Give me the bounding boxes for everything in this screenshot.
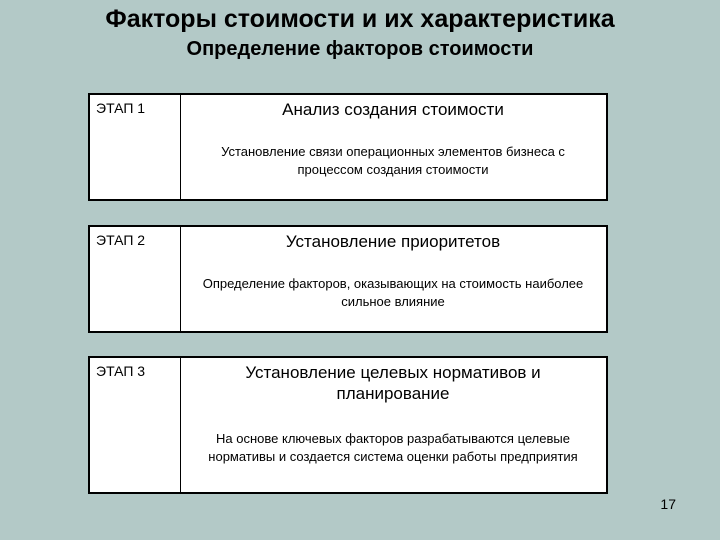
stage-3-box [88, 356, 608, 494]
stage-3-description: На основе ключевых факторов разрабатываются целевые нормативы и создается система оценки работы предприятия [208, 431, 578, 464]
stage-1-label-cell [90, 95, 181, 199]
slide-subtitle: Определение факторов стоимости [186, 38, 534, 60]
stage-1-label: ЭТАП 1 [96, 100, 146, 116]
stage-2-description: Определение факторов, оказывающих на стоимость наиболее сильное влияние [202, 276, 584, 309]
stage-2-content [180, 227, 606, 331]
stage-1-content [180, 95, 606, 199]
stage-1-box [88, 93, 608, 201]
stage-3-heading: Установление целевых нормативов и планирование [245, 363, 541, 403]
page-number: 17 [660, 496, 676, 512]
stage-1-heading: Анализ создания стоимости [282, 100, 504, 119]
stage-3-content [180, 358, 606, 492]
stage-2-label-cell [90, 227, 181, 331]
slide-title: Факторы стоимости и их характеристика [105, 5, 615, 33]
stage-2-heading: Установление приоритетов [285, 232, 501, 251]
stage-3-label-cell [90, 358, 181, 492]
stage-1-description: Установление связи операционных элементов бизнеса с процессом создания стоимости [221, 144, 565, 177]
stage-3-label: ЭТАП 3 [96, 363, 146, 379]
stage-2-label: ЭТАП 2 [96, 232, 146, 248]
stage-2-box [88, 225, 608, 333]
